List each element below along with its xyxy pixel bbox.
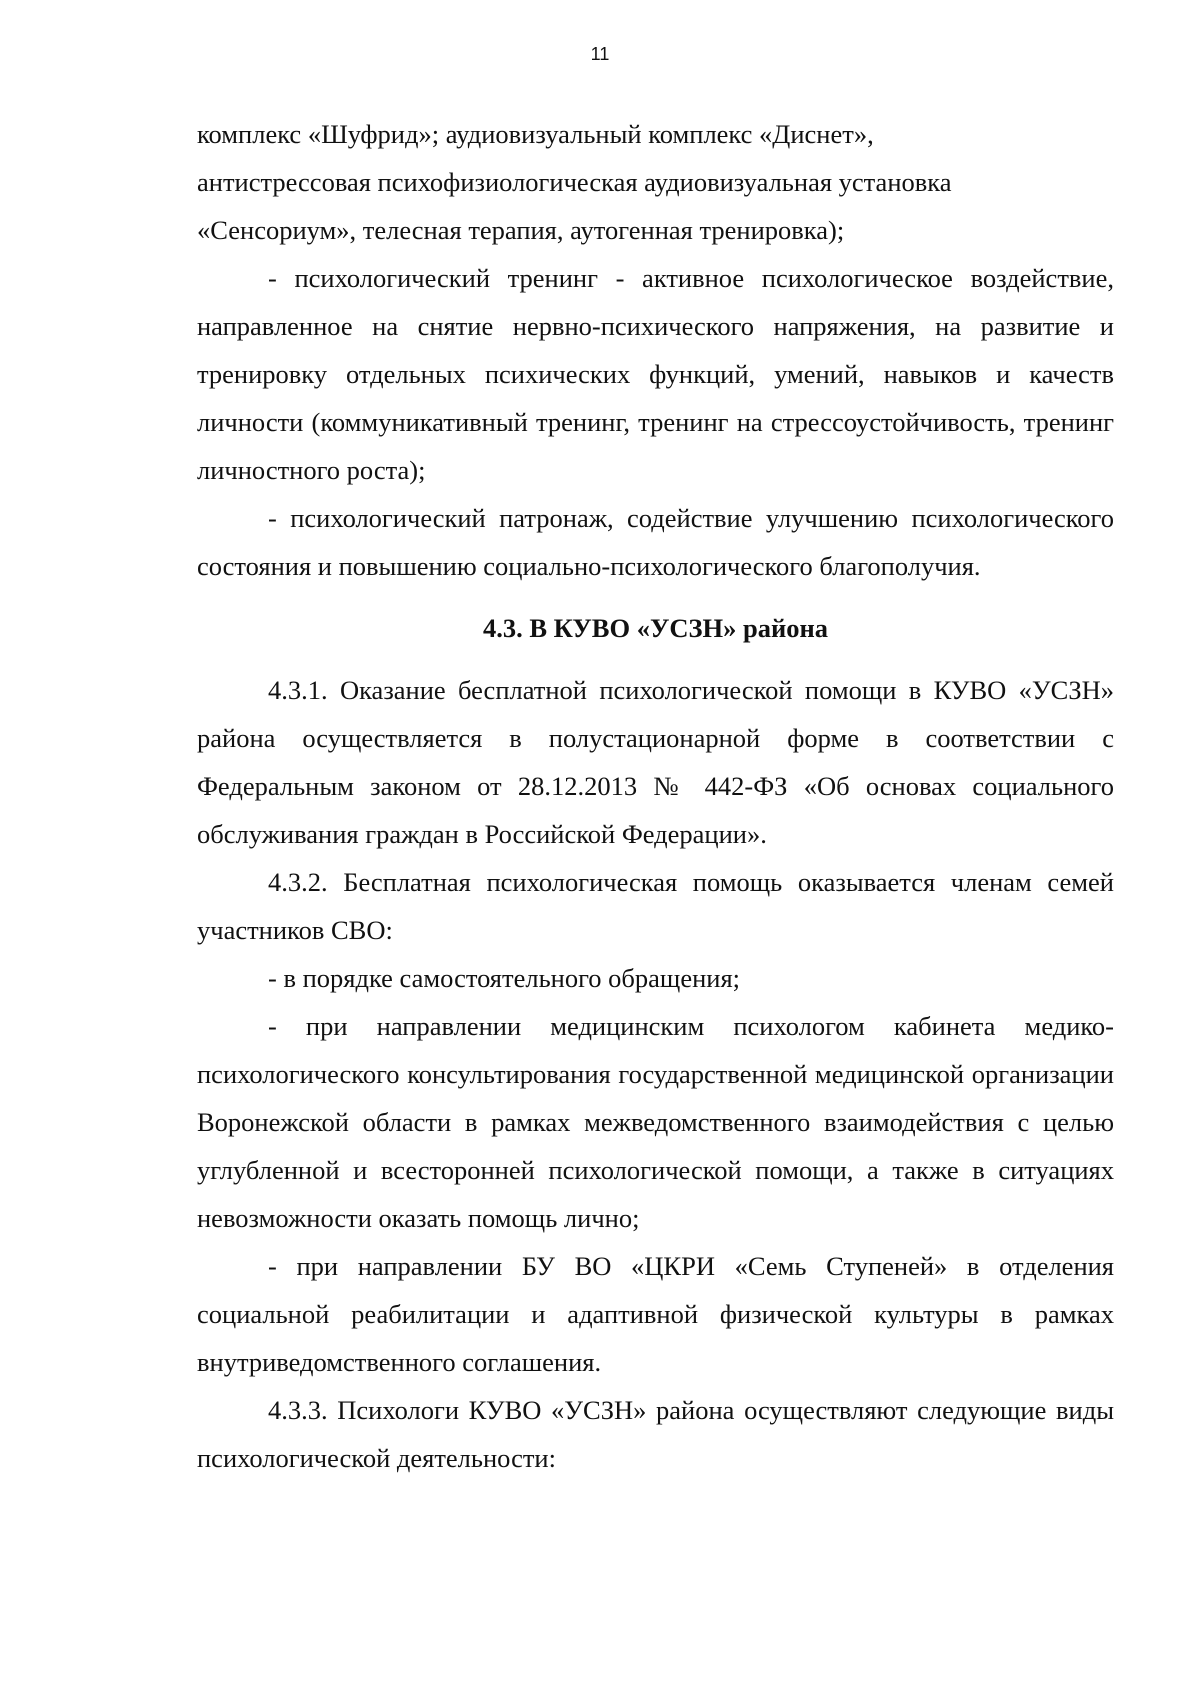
paragraph-continuation-line-2: антистрессовая психофизиологическая аудиовизуальная установка <box>197 167 952 197</box>
paragraph-4-3-2: 4.3.2. Бесплатная психологическая помощь оказывается членам семей участников СВО: <box>197 867 1114 945</box>
paragraph-4-3-3: 4.3.3. Психологи КУВО «УСЗН» района осуществляют следующие виды психологической деятельности: <box>197 1395 1114 1473</box>
list-item-self-referral: - в порядке самостоятельного обращения; <box>268 963 740 993</box>
paragraph-4-3-1: 4.3.1. Оказание бесплатной психологической помощи в КУВО «УСЗН» района осуществляется в полустационарной форме в соответствии с Федеральным законом от 28.12.2013 № 442-ФЗ «Об основах социального обслуживания граждан в Российской Федерации». <box>197 675 1114 849</box>
list-item-medical-referral: - при направлении медицинским психологом кабинета медико-психологического консультирования государственной медицинской организации Воронежской области в рамках межведомственного взаимодействия с целью углубленной и всесторонней психологической помощи, а также в ситуациях невозможности оказать помощь лично; <box>197 1011 1114 1233</box>
paragraph-psychological-patronage: - психологический патронаж, содействие улучшению психологического состояния и повышению социально-психологического благополучия. <box>197 503 1114 581</box>
paragraph-psychological-training: - психологический тренинг - активное психологическое воздействие, направленное на снятие нервно-психического напряжения, на развитие и тренировку отдельных психических функций, умений, навыков и качеств личности (коммуникативный тренинг, тренинг на стрессоустойчивость, тренинг личностного роста); <box>197 263 1114 485</box>
document-body <box>197 110 1114 1482</box>
page-number: 11 <box>590 44 610 64</box>
section-heading: 4.3. В КУВО «УСЗН» района <box>482 613 829 643</box>
list-item-ckri-referral: - при направлении БУ ВО «ЦКРИ «Семь Ступеней» в отделения социальной реабилитации и адаптивной физической культуры в рамках внутриведомственного соглашения. <box>197 1251 1114 1377</box>
paragraph-continuation-line-1: комплекс «Шуфрид»; аудиовизуальный комплекс «Диснет», <box>197 119 874 149</box>
paragraph-continuation-tail: «Сенсориум», телесная терапия, аутогенная тренировка); <box>197 215 845 245</box>
